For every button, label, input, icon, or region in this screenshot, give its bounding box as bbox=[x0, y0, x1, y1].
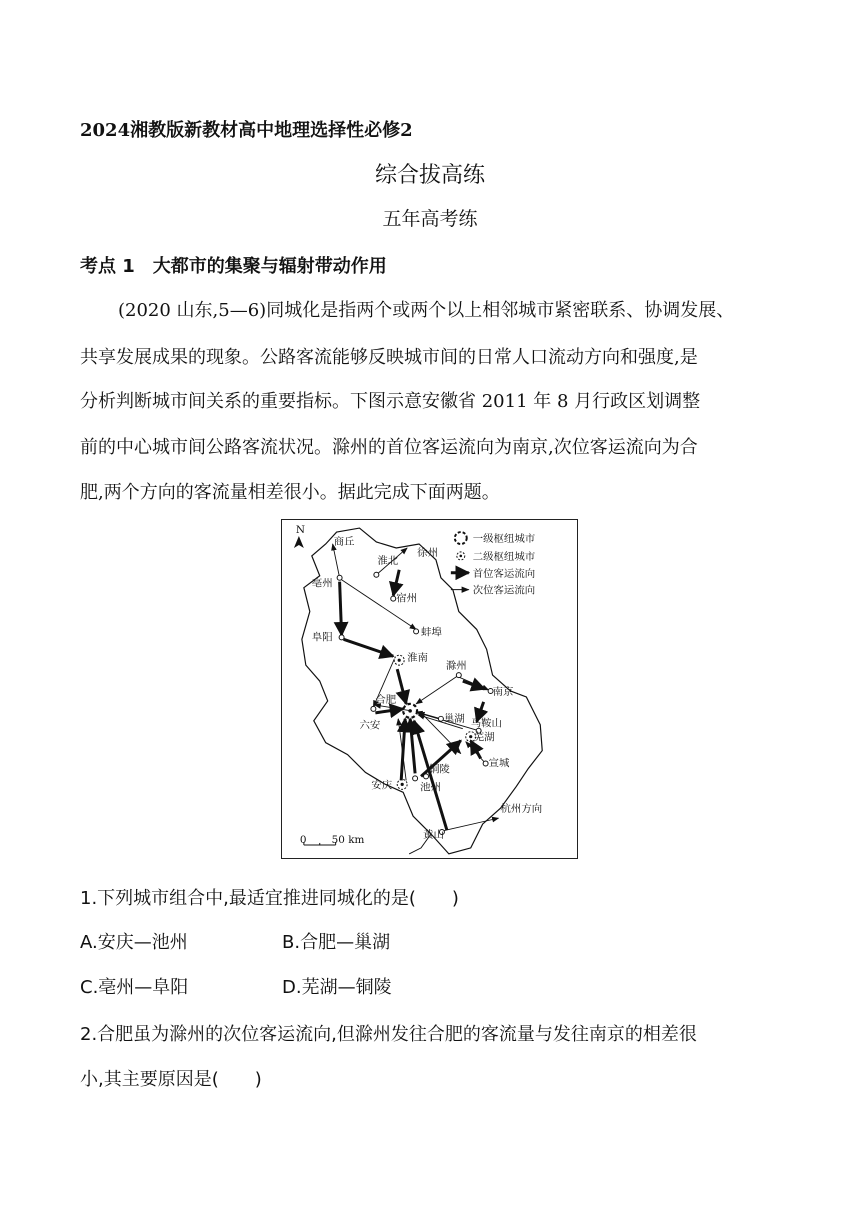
question-2-stem-line1: 2.合肥虽为滁州的次位客运流向,但滁州发往合肥的客流量与发往南京的相差很 bbox=[80, 1024, 697, 1045]
legend-primary-flow: 首位客运流向 bbox=[472, 567, 536, 580]
city-hangzhou-direction: 杭州方向 bbox=[500, 803, 543, 816]
city-shangqiu: 商丘 bbox=[333, 535, 355, 548]
city-wuhu: 芜湖 bbox=[473, 731, 495, 744]
legend-level1: 一级枢纽城市 bbox=[472, 532, 536, 545]
city-huangshan: 黄山 bbox=[423, 828, 444, 841]
city-huaibei: 淮北 bbox=[377, 554, 399, 567]
doc-title: 综合拔高练 bbox=[374, 163, 485, 188]
doc-header: 2024湘教版新教材高中地理选择性必修2 bbox=[80, 120, 413, 141]
paragraph-line: (2020 山东,5—6)同城化是指两个或两个以上相邻城市紧密联系、协调发展、 bbox=[118, 300, 735, 321]
scale-zero: 0 bbox=[299, 833, 307, 846]
city-anqing: 安庆 bbox=[371, 779, 393, 792]
north-label: N bbox=[295, 524, 306, 537]
legend-secondary-flow: 次位客运流向 bbox=[472, 584, 536, 597]
question-1-option-b[interactable]: B.合肥—巢湖 bbox=[282, 932, 391, 953]
city-bozhou: 亳州 bbox=[311, 577, 333, 590]
city-chaohu: 巢湖 bbox=[443, 712, 465, 725]
city-nanjing: 南京 bbox=[492, 685, 514, 698]
city-huainan: 淮南 bbox=[407, 652, 428, 665]
anhui-passenger-flow-map bbox=[281, 519, 578, 859]
scale-bar bbox=[300, 834, 365, 846]
city-hefei: 合肥 bbox=[375, 693, 397, 706]
city-chizhou: 池州 bbox=[420, 781, 441, 794]
section-heading: 考点 1 大都市的集聚与辐射带动作用 bbox=[80, 256, 387, 277]
city-tongling: 铜陵 bbox=[429, 763, 450, 776]
city-xuancheng: 宣城 bbox=[488, 757, 510, 770]
question-1-stem: 1.下列城市组合中,最适宜推进同城化的是( ) bbox=[80, 888, 459, 909]
city-xuzhou: 徐州 bbox=[417, 546, 438, 559]
city-bengbu: 蚌埠 bbox=[421, 626, 442, 639]
paragraph-line: 共享发展成果的现象。公路客流能够反映城市间的日常人口流动方向和强度,是 bbox=[80, 347, 698, 368]
north-arrow-icon bbox=[294, 536, 304, 548]
doc-subtitle: 五年高考练 bbox=[382, 208, 478, 230]
city-suzhou: 宿州 bbox=[396, 592, 418, 605]
paragraph-line: 分析判断城市间关系的重要指标。下图示意安徽省 2011 年 8 月行政区划调整 bbox=[80, 391, 701, 412]
legend-level2: 二级枢纽城市 bbox=[472, 550, 536, 563]
city-maanshan: 马鞍山 bbox=[470, 717, 502, 730]
question-1-option-c[interactable]: C.亳州—阜阳 bbox=[80, 977, 189, 998]
paragraph-line: 肥,两个方向的客流量相差很小。据此完成下面两题。 bbox=[80, 482, 500, 503]
city-fuyang: 阜阳 bbox=[311, 631, 333, 644]
question-2-stem-line2: 小,其主要原因是( ) bbox=[80, 1069, 262, 1090]
question-1-option-a[interactable]: A.安庆—池州 bbox=[80, 932, 188, 953]
scale-label: 50 km bbox=[331, 833, 365, 846]
question-1-option-d[interactable]: D.芜湖—铜陵 bbox=[282, 977, 392, 998]
paragraph-line: 前的中心城市间公路客流状况。滁州的首位客运流向为南京,次位客运流向为合 bbox=[80, 437, 698, 458]
city-chuzhou: 滁州 bbox=[445, 660, 467, 673]
city-luan: 六安 bbox=[359, 719, 381, 732]
